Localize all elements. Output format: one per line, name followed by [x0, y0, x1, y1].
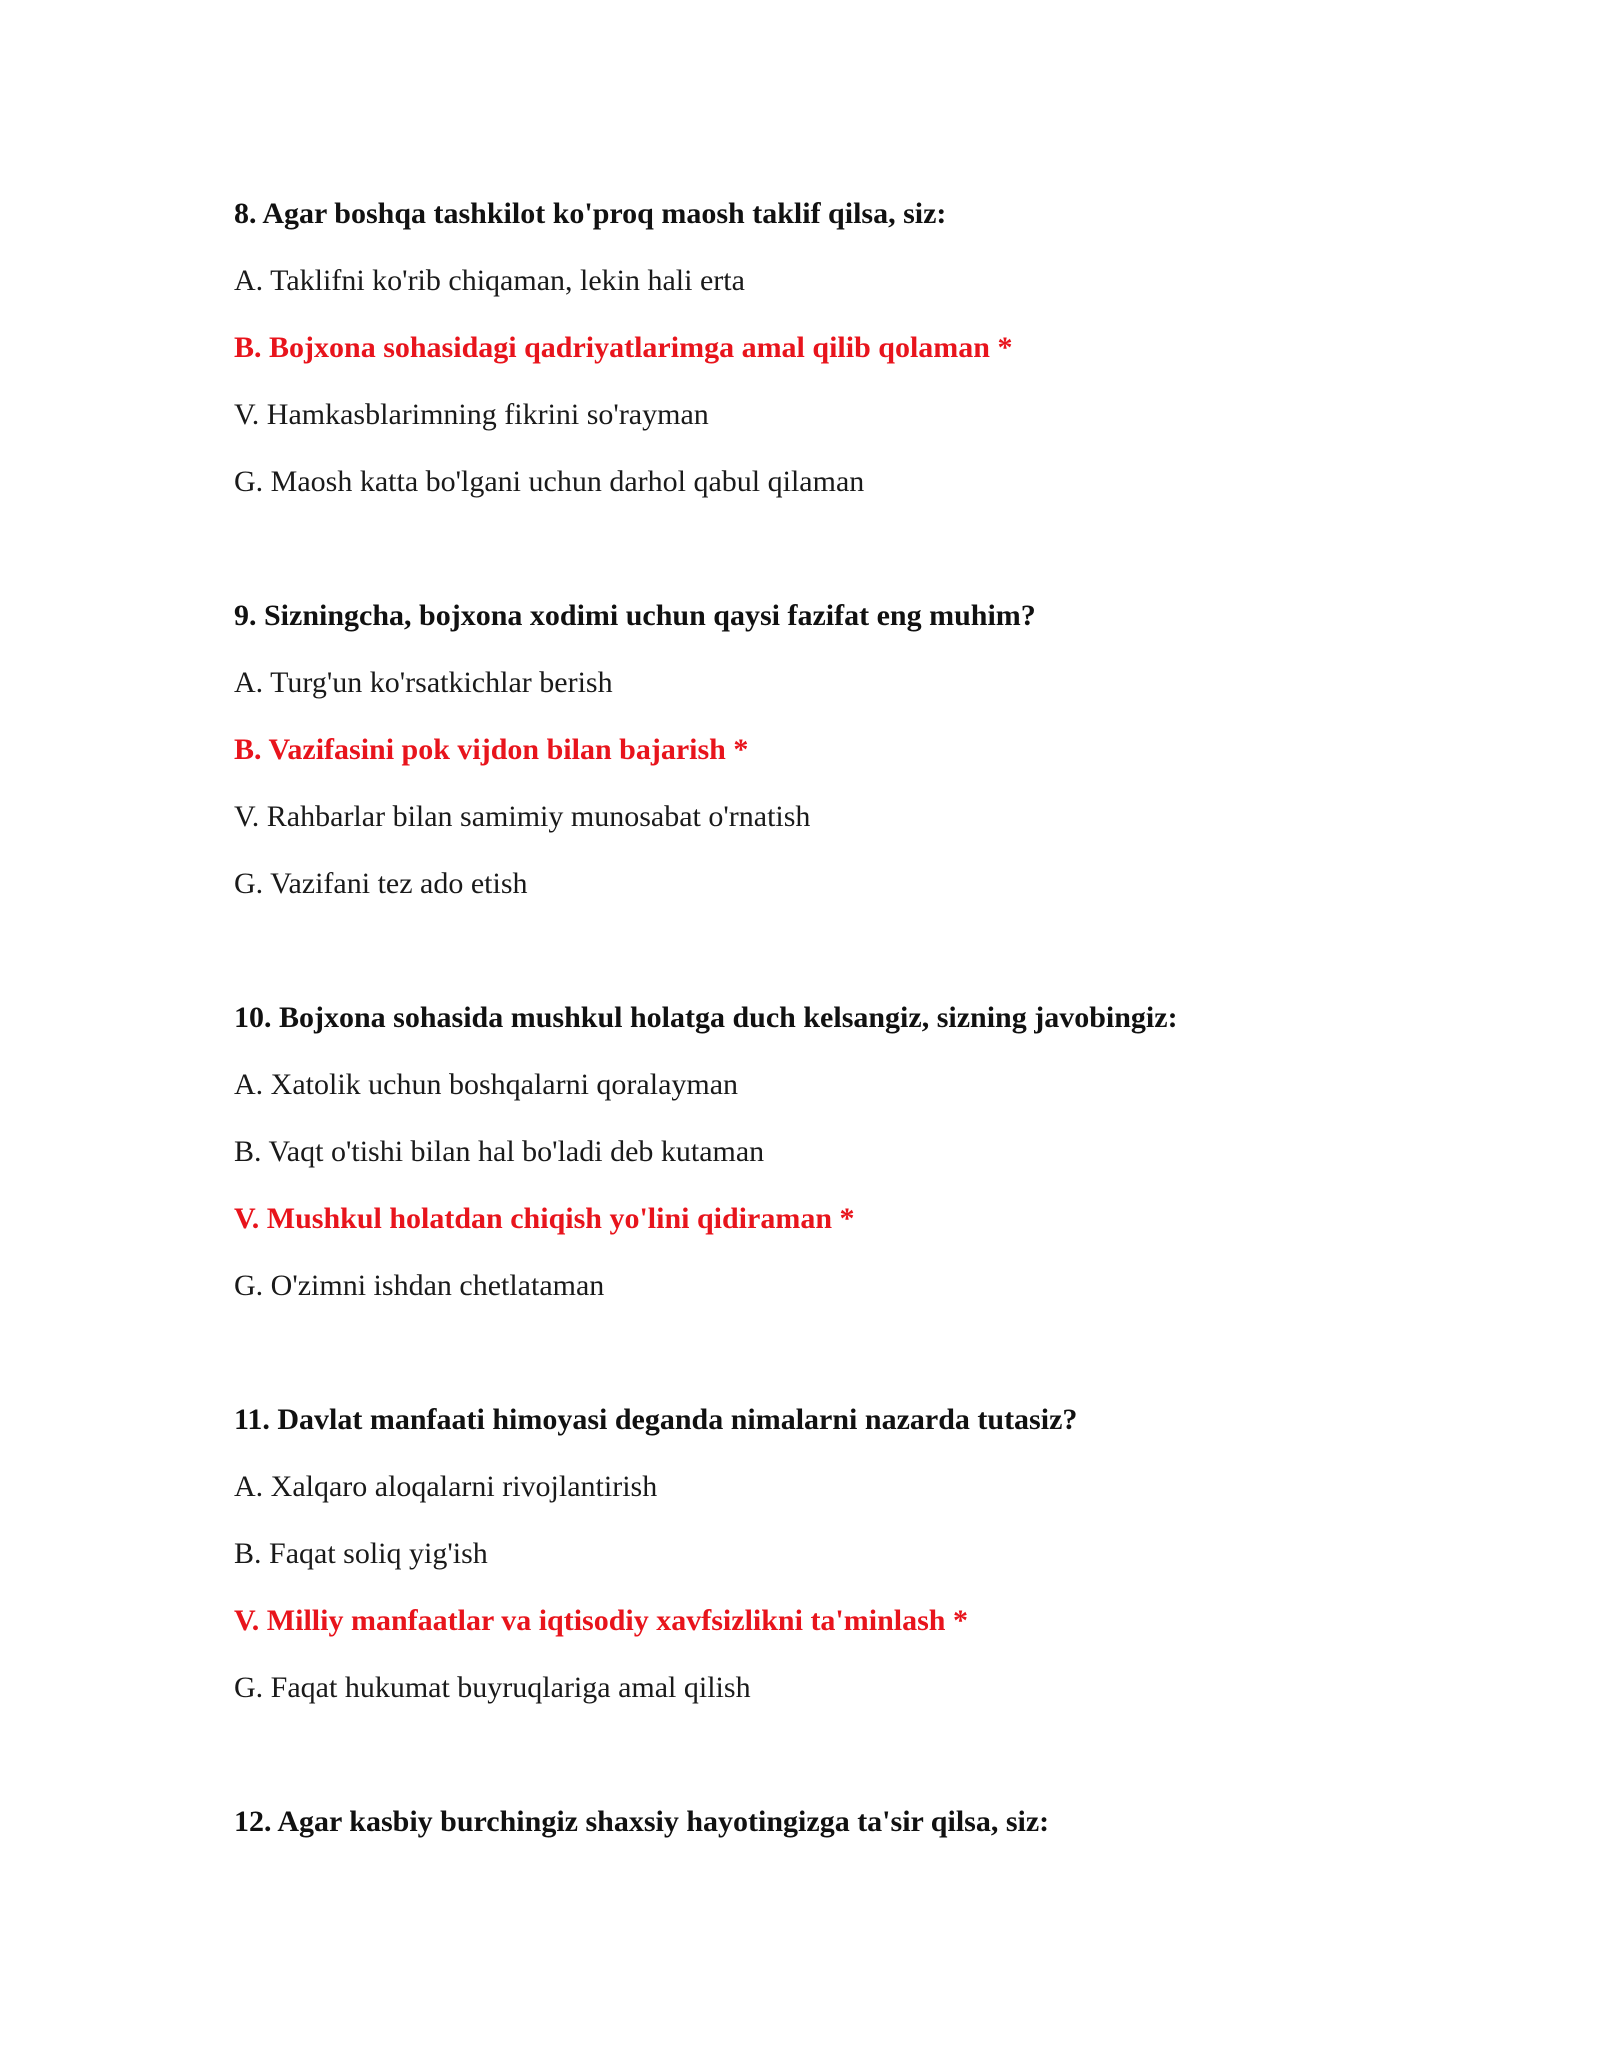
answer-option-v: V. Hamkasblarimning fikrini so'rayman [234, 398, 709, 431]
answer-option-b-correct: B. Bojxona sohasidagi qadriyatlarimga amal qilib qolaman * [234, 331, 1013, 364]
answer-option-g: G. Vazifani tez ado etish [234, 867, 528, 900]
answer-option-g: G. Faqat hukumat buyruqlariga amal qilish [234, 1671, 751, 1704]
question-12 [234, 1788, 1434, 1855]
question-8 [234, 180, 1434, 515]
question-title: 12. Agar kasbiy burchingiz shaxsiy hayotingizga ta'sir qilsa, siz: [234, 1805, 1050, 1838]
question-title: 8. Agar boshqa tashkilot ko'proq maosh taklif qilsa, siz: [234, 197, 947, 230]
answer-option-a: A. Xatolik uchun boshqalarni qoralayman [234, 1068, 739, 1101]
answer-option-g: G. Maosh katta bo'lgani uchun darhol qabul qilaman [234, 465, 865, 498]
question-10 [234, 984, 1434, 1319]
answer-option-b-correct: B. Vazifasini pok vijdon bilan bajarish * [234, 733, 749, 766]
question-list [234, 180, 1434, 1922]
answer-option-v-correct: V. Mushkul holatdan chiqish yo'lini qidiraman * [234, 1202, 855, 1235]
answer-option-a: A. Xalqaro aloqalarni rivojlantirish [234, 1470, 658, 1503]
answer-option-a: A. Turg'un ko'rsatkichlar berish [234, 666, 613, 699]
answer-option-v-correct: V. Milliy manfaatlar va iqtisodiy xavfsizlikni ta'minlash * [234, 1604, 968, 1637]
answer-option-b: B. Faqat soliq yig'ish [234, 1537, 488, 1570]
answer-option-v: V. Rahbarlar bilan samimiy munosabat o'rnatish [234, 800, 811, 833]
question-11 [234, 1386, 1434, 1721]
question-title: 10. Bojxona sohasida mushkul holatga duch kelsangiz, sizning javobingiz: [234, 1001, 1178, 1034]
question-title: 11. Davlat manfaati himoyasi deganda nimalarni nazarda tutasiz? [234, 1403, 1078, 1436]
answer-option-b: B. Vaqt o'tishi bilan hal bo'ladi deb kutaman [234, 1135, 765, 1168]
answer-option-a: A. Taklifni ko'rib chiqaman, lekin hali erta [234, 264, 745, 297]
answer-option-g: G. O'zimni ishdan chetlataman [234, 1269, 605, 1302]
question-9 [234, 582, 1434, 917]
question-title: 9. Sizningcha, bojxona xodimi uchun qaysi fazifat eng muhim? [234, 599, 1036, 632]
